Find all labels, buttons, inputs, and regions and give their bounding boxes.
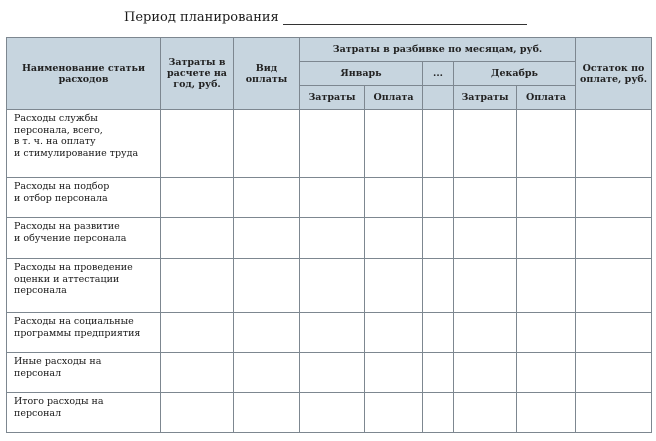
input-cell[interactable]	[517, 393, 576, 433]
row-label: Расходы на проведение оценки и аттестации персонала	[7, 259, 161, 313]
input-cell[interactable]	[517, 218, 576, 259]
input-cell[interactable]	[300, 110, 365, 178]
input-cell[interactable]	[576, 110, 652, 178]
personnel-budget-table	[6, 37, 652, 433]
input-cell[interactable]	[300, 393, 365, 433]
input-cell[interactable]	[576, 393, 652, 433]
header-payment-type: Вид оплаты	[234, 38, 300, 110]
row-label: Иные расходы на персонал	[7, 353, 161, 393]
input-cell[interactable]	[234, 313, 300, 353]
table-row	[7, 218, 652, 259]
input-cell[interactable]	[365, 393, 423, 433]
header-december: Декабрь	[454, 62, 576, 86]
table-row	[7, 313, 652, 353]
header-item-name: Наименование статьи расходов	[7, 38, 161, 110]
input-cell[interactable]	[576, 259, 652, 313]
input-cell[interactable]	[423, 393, 454, 433]
input-cell[interactable]	[454, 218, 517, 259]
input-cell[interactable]	[300, 178, 365, 218]
input-cell[interactable]	[300, 218, 365, 259]
header-balance: Остаток по оплате, руб.	[576, 38, 652, 110]
header-december-costs: Затраты	[454, 86, 517, 110]
table-row	[7, 110, 652, 178]
input-cell[interactable]	[234, 353, 300, 393]
input-cell[interactable]	[234, 393, 300, 433]
input-cell[interactable]	[365, 218, 423, 259]
input-cell[interactable]	[517, 178, 576, 218]
table-row	[7, 259, 652, 313]
header-ellipsis-sub	[423, 86, 454, 110]
table-row	[7, 178, 652, 218]
planning-period-blank[interactable]	[283, 10, 527, 25]
input-cell[interactable]	[234, 178, 300, 218]
header-december-payment: Оплата	[517, 86, 576, 110]
table-row	[7, 393, 652, 433]
header-monthly-breakdown: Затраты в разбивке по месяцам, руб.	[300, 38, 576, 62]
input-cell[interactable]	[234, 218, 300, 259]
input-cell[interactable]	[365, 110, 423, 178]
input-cell[interactable]	[423, 353, 454, 393]
input-cell[interactable]	[423, 178, 454, 218]
header-january-costs: Затраты	[300, 86, 365, 110]
header-january-payment: Оплата	[365, 86, 423, 110]
input-cell[interactable]	[365, 353, 423, 393]
planning-period-line	[124, 10, 527, 25]
input-cell[interactable]	[161, 313, 234, 353]
row-label: Расходы службы персонала, всего, в т. ч. на оплату и стимулирование труда	[7, 110, 161, 178]
input-cell[interactable]	[454, 110, 517, 178]
input-cell[interactable]	[576, 313, 652, 353]
input-cell[interactable]	[161, 178, 234, 218]
input-cell[interactable]	[300, 313, 365, 353]
input-cell[interactable]	[161, 218, 234, 259]
input-cell[interactable]	[161, 393, 234, 433]
input-cell[interactable]	[454, 259, 517, 313]
input-cell[interactable]	[423, 313, 454, 353]
input-cell[interactable]	[454, 353, 517, 393]
row-label: Расходы на развитие и обучение персонала	[7, 218, 161, 259]
input-cell[interactable]	[365, 259, 423, 313]
input-cell[interactable]	[517, 353, 576, 393]
input-cell[interactable]	[365, 313, 423, 353]
input-cell[interactable]	[454, 178, 517, 218]
input-cell[interactable]	[517, 110, 576, 178]
input-cell[interactable]	[161, 110, 234, 178]
row-label: Итого расходы на персонал	[7, 393, 161, 433]
input-cell[interactable]	[517, 259, 576, 313]
input-cell[interactable]	[300, 353, 365, 393]
row-label: Расходы на социальные программы предприятия	[7, 313, 161, 353]
input-cell[interactable]	[234, 259, 300, 313]
header-annual-costs: Затраты в расчете на год, руб.	[161, 38, 234, 110]
header-ellipsis: ...	[423, 62, 454, 86]
planning-period-label: Период планирования	[124, 10, 279, 25]
input-cell[interactable]	[161, 353, 234, 393]
input-cell[interactable]	[234, 110, 300, 178]
input-cell[interactable]	[423, 259, 454, 313]
input-cell[interactable]	[454, 313, 517, 353]
input-cell[interactable]	[423, 218, 454, 259]
row-label: Расходы на подбор и отбор персонала	[7, 178, 161, 218]
input-cell[interactable]	[576, 353, 652, 393]
input-cell[interactable]	[423, 110, 454, 178]
input-cell[interactable]	[517, 313, 576, 353]
table-row	[7, 353, 652, 393]
input-cell[interactable]	[161, 259, 234, 313]
input-cell[interactable]	[300, 259, 365, 313]
input-cell[interactable]	[576, 178, 652, 218]
input-cell[interactable]	[365, 178, 423, 218]
input-cell[interactable]	[454, 393, 517, 433]
header-january: Январь	[300, 62, 423, 86]
input-cell[interactable]	[576, 218, 652, 259]
